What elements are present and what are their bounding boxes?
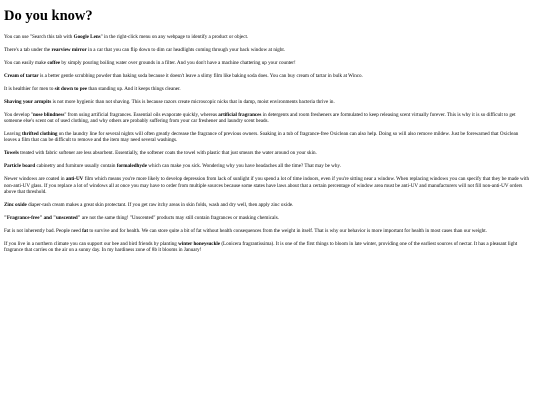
fact-keyword: Particle board [4, 163, 36, 170]
fact-keyword: winter honeysuckle [178, 240, 221, 247]
fact-keyword: Google Lens [73, 34, 101, 40]
fact-paragraph [4, 228, 530, 234]
fact-keyword: formaledhyde [116, 163, 148, 170]
fact-paragraph [4, 163, 530, 169]
fact-keyword: artificial fragrances [218, 112, 262, 118]
fact-keyword: Towels [4, 150, 19, 157]
fact-keyword: anti-UV [65, 176, 84, 183]
fact-list [4, 34, 530, 253]
fact-text: cabinetry and furniture usually contain [35, 163, 117, 170]
fact-keyword: Shaving your armpits [4, 99, 52, 105]
fact-text: It is healthier for men to [4, 86, 55, 92]
fact-text: diaper-rash cream makes a great skin protectant. If you get raw itchy areas in skin folds, wash and dry well, then apply zinc oxide. [26, 201, 294, 208]
fact-keyword: Cream of tartar [4, 73, 39, 79]
fact-text: in a car that you can flip down to dim car headlights coming through your back window at night. [86, 47, 286, 53]
fact-paragraph [4, 60, 530, 66]
fact-text: You can use "Search this tab with [4, 34, 74, 40]
fact-text: to survive and for health. We can store quite a bit of fat without health consequences from the weight in itself. That is why our behavior is more important for health in most cases than our weight. [88, 227, 487, 234]
fact-paragraph [4, 47, 530, 53]
fact-paragraph [4, 215, 530, 221]
fact-keyword: nose blindness [33, 112, 65, 118]
fact-paragraph [4, 176, 530, 195]
fact-paragraph [4, 99, 530, 105]
fact-text: Newer windows are coated in [4, 176, 66, 183]
fact-text: You can easily make [4, 60, 48, 66]
fact-text: (Lonicera fragrantissima). It is one of the first things to bloom in late winter, providing one of the earliest sources of nectar. It has a pleasant light fragrance that carries on the air on a sunny day. In my hardiness zone of 8b it blooms in January! [4, 240, 518, 254]
fact-paragraph [4, 73, 530, 79]
fact-paragraph [4, 34, 530, 40]
fact-text: " from using artificial fragrances. Essential oils evaporate quickly, whereas [64, 112, 219, 118]
fact-text: is a better gentle scrubbing powder than baking soda because it doesn't leave a slimy film like baking soda does. You can buy cream of tartar in bulk at Winco. [38, 73, 363, 79]
fact-text: treated with fabric softener are less absorbent. Essentially, the softener coats the towel with plastic that just smears the water around on your skin. [18, 150, 317, 157]
fact-text: on the laundry line for several nights will often greatly decrease the fragrance of previous owners. Soaking in a tub of fragrance-free Oxiclean can also help. Doing so will also remove mildew. Just be forewarned that Oxiclean leaves a film that can be difficult to remove and the item may need several washings. [4, 131, 519, 144]
fact-paragraph [4, 241, 530, 253]
fact-paragraph [4, 112, 530, 124]
fact-text: than standing up. And it keeps things cleaner. [87, 86, 181, 92]
fact-text: by simply pouring boiling water over grounds in a filter. And you don't have a machine chattering up your counter! [60, 60, 296, 66]
fact-text: There's a tab under the [4, 47, 52, 53]
fact-text: which can make you sick. Wondering why you have headaches all the time? That may be why. [147, 163, 341, 170]
fact-keyword: sit down to pee [54, 86, 88, 92]
fact-paragraph [4, 202, 530, 208]
fact-text: " in the right-click menu on any webpage to identify a product or object. [100, 34, 249, 40]
fact-text: film which means you're more likely to develop depression from lack of sunlight if you spend a lot of time indoors, even if you're sitting near a window. When replacing windows you can specify that they be made with non-anti-UV glass. If you replace a lot of windows all at once you may have to order from multiple sources because some states have laws about that a certain percentage of window area must be anti-UV and manufacturers will not fill non-anti-UV orders above that threshold. [4, 176, 530, 195]
fact-text: Leaving [4, 131, 22, 138]
fact-text: is not more hygienic than not shaving. This is because razors create microscopic nicks that in damp, moist environments bacteria thrive in. [51, 99, 335, 105]
fact-keyword: rearview mirror [51, 47, 87, 53]
fact-text: You develop " [4, 112, 34, 118]
fact-keyword: thrifted clothing [21, 131, 58, 138]
fact-keyword: coffee [47, 60, 61, 66]
fact-keyword: fat [82, 227, 89, 234]
fact-text: in detergents and room fresheners are formulated to keep releasing scent virtually forever. This is why it is so difficult to get someone else's scent out of used clothing, and why others are probably suffering from your car freshener and laundry scent beads. [4, 112, 516, 125]
page-title: Do you know? [4, 8, 93, 24]
fact-keyword: "Fragrance-free" and "unscented" [4, 214, 81, 221]
fact-text: Fat is not inherently bad. People need [4, 227, 83, 234]
fact-paragraph [4, 86, 530, 92]
fact-text: are not the same thing! "Unscented" products may still contain fragrances or masking chemicals. [80, 214, 279, 221]
fact-text: If you live in a northern climate you can support our bee and bird friends by planting [4, 240, 179, 247]
fact-paragraph [4, 150, 530, 156]
fact-keyword: Zinc oxide [4, 201, 27, 208]
fact-paragraph [4, 131, 530, 143]
